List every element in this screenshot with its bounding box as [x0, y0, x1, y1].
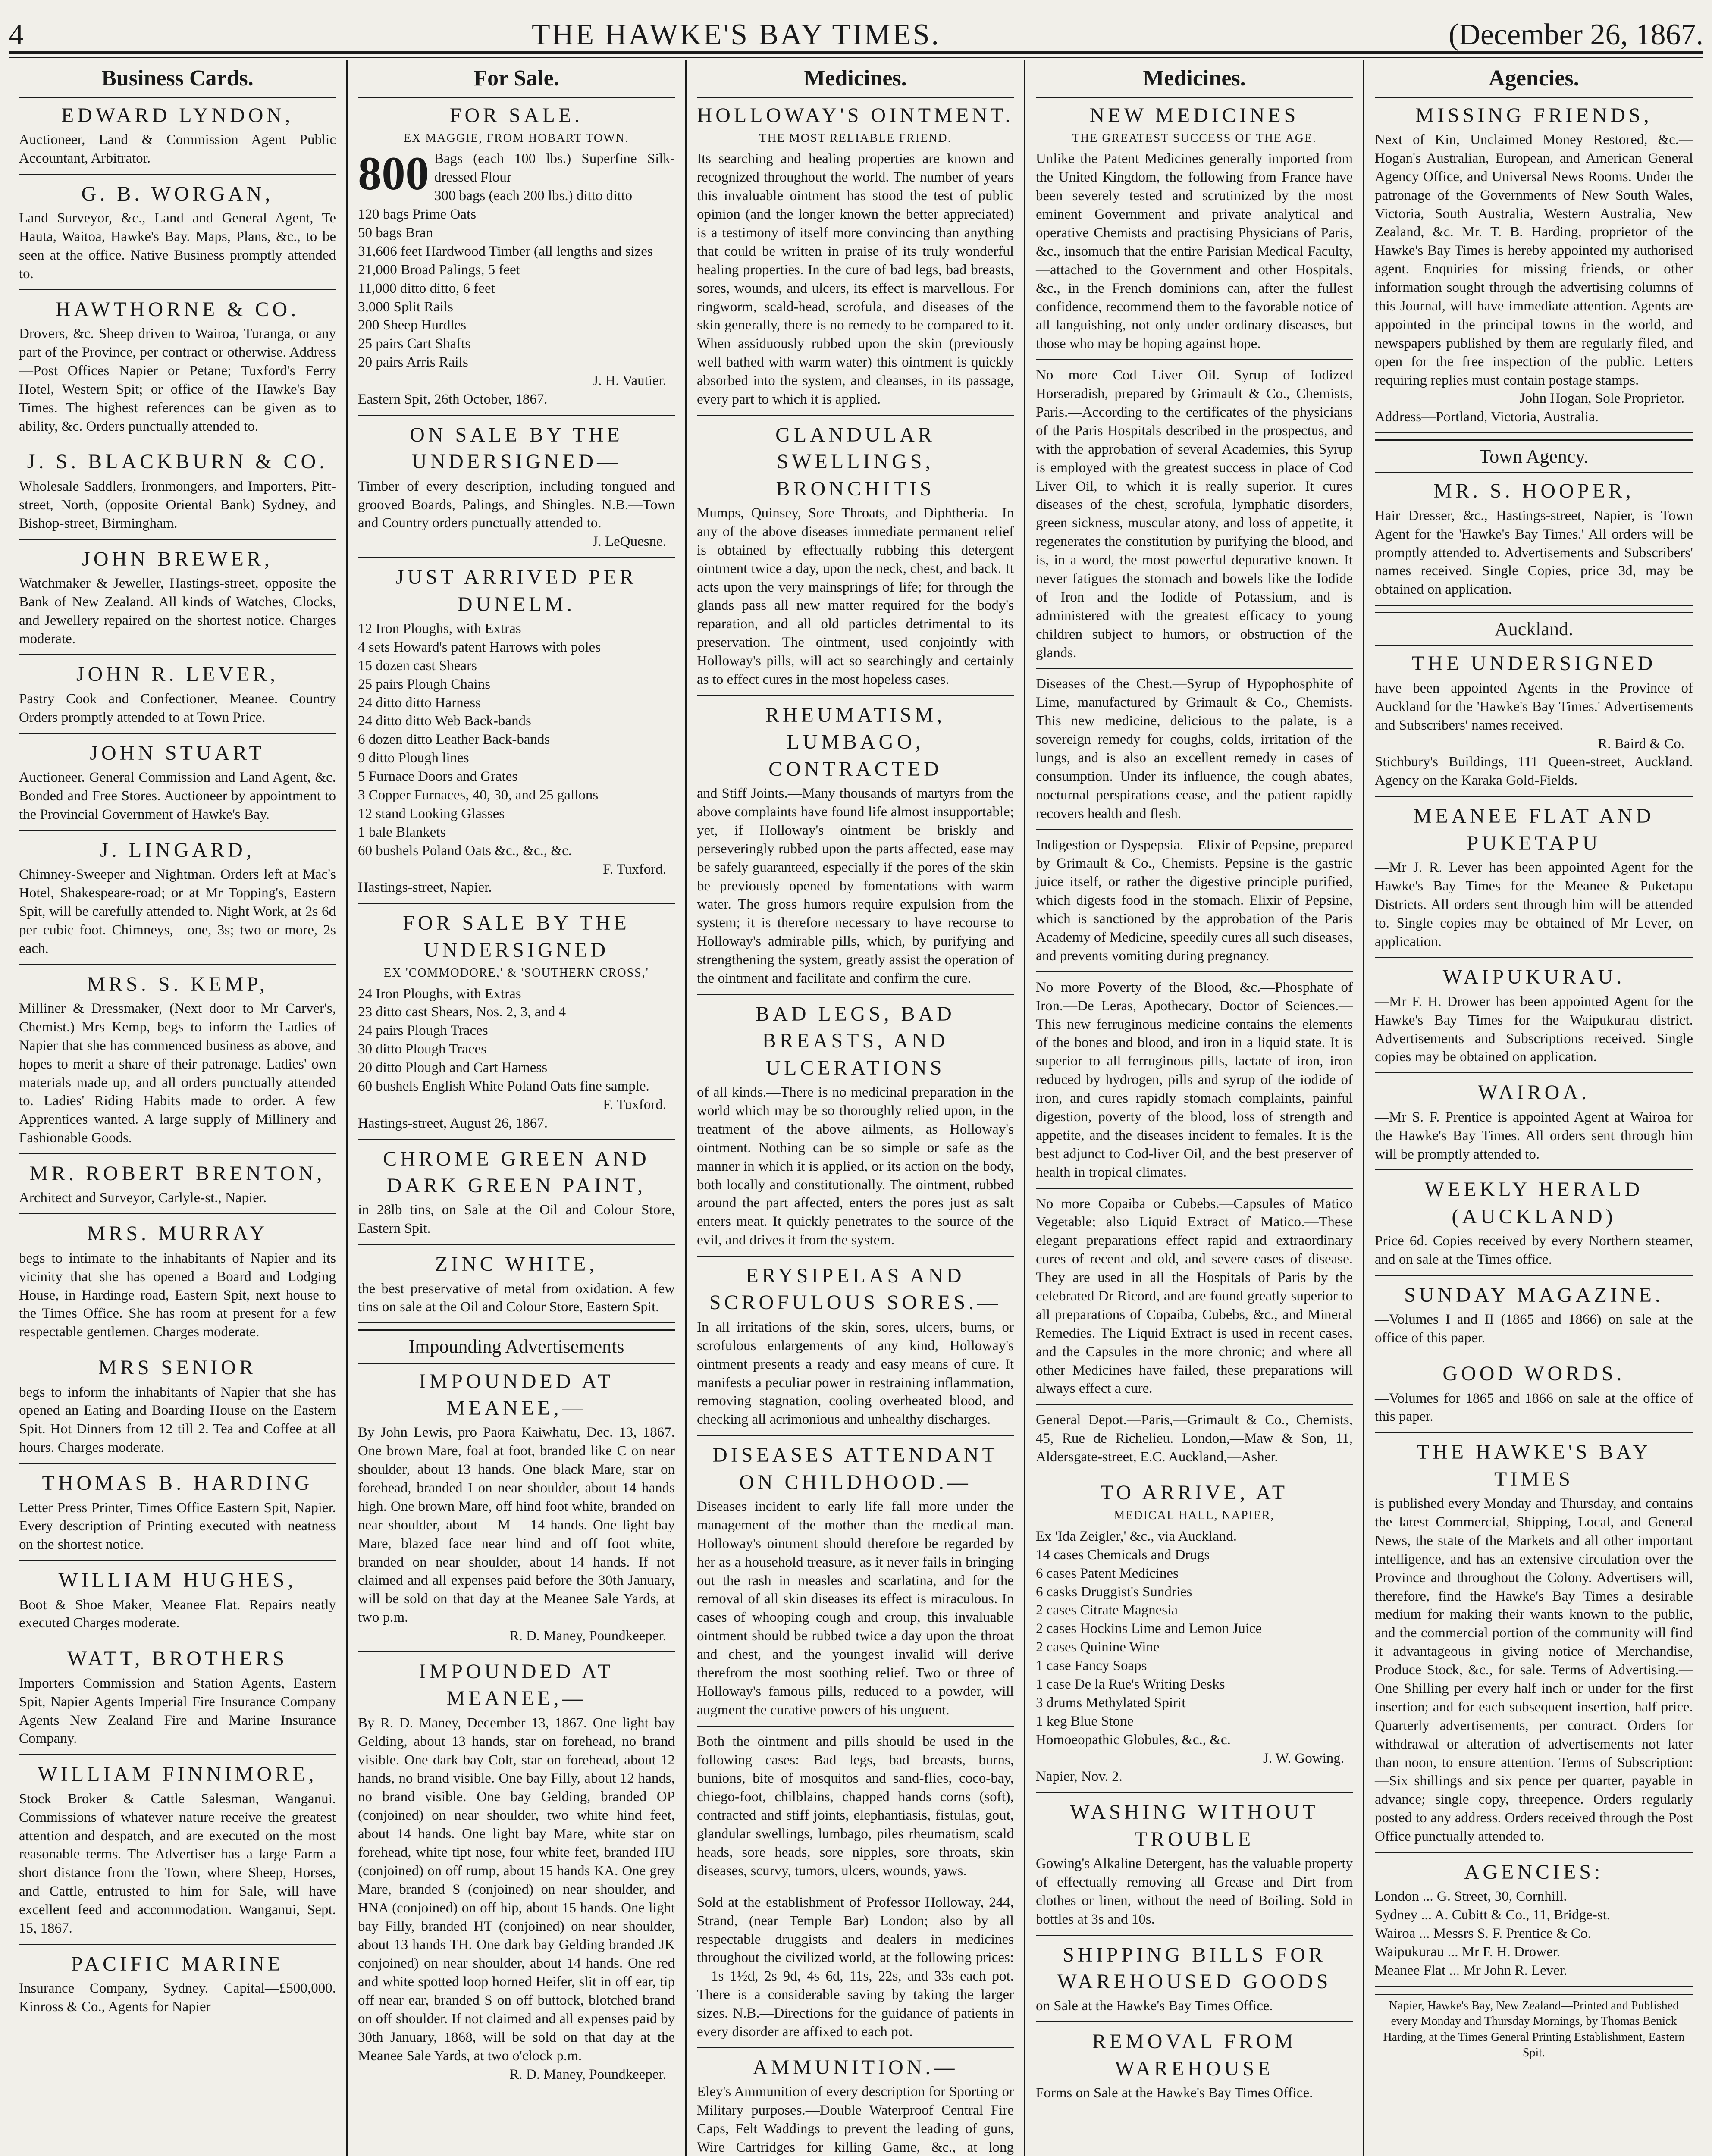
ad-body: No more Copaiba or Cubebs.—Capsules of Matico Vegetable; also Liquid Extract of Matico.—These elegant preparations effect rapid and extraordinary cures of recent and old, and severe cases of disease. They are used in all the Hospitals of Paris by the celebrated Dr Ricord, and are found greatly superior to all preparations of Copaiba, Cubebs, &c., and Mineral Remedies. The Liquid Extract is used in recent cases, and the Capsules in the more chronic; and where all other Medicines have failed, these preparations will always effect a cure. — [1036, 1196, 1353, 1397]
advertisement — [19, 740, 336, 831]
ad-list-item: 2 cases Citrate Magnesia — [1036, 1602, 1178, 1618]
masthead-rule-thin — [9, 57, 1703, 58]
ad-heading: JOHN BREWER, — [82, 547, 273, 570]
ad-list-item: 3 drums Methylated Spirit — [1036, 1695, 1186, 1711]
advertisement — [358, 1368, 675, 1652]
ad-heading: NEW MEDICINES — [1089, 103, 1299, 127]
ad-heading: SUNDAY MAGAZINE. — [1404, 1284, 1664, 1307]
advertisement — [697, 1263, 1014, 1436]
ad-list-item: 15 dozen cast Shears — [358, 658, 477, 674]
ad-heading: DISEASES ATTENDANT ON CHILDHOOD.— — [712, 1444, 998, 1494]
column-medicines-1 — [687, 60, 1025, 2156]
ad-list-item: 1 keg Blue Stone — [1036, 1713, 1134, 1729]
ad-heading: AGENCIES: — [1464, 1861, 1604, 1884]
advertisement — [1036, 1942, 1353, 2023]
advertisement — [358, 910, 675, 1139]
ad-body: Sold at the establishment of Professor Holloway, 244, Strand, (near Temple Bar) London; also by all respectable druggists and dealers in medicines throughout the civilized world, at the following prices:—1s 1½d, 2s 9d, 4s 6d, 11s, 22s, and 33s each pot. There is a considerable saving by taking the larger sizes. N.B.—Directions for the guidance of patients in every disorder are affixed to each pot. — [697, 1894, 1014, 2040]
advertisement — [1375, 1439, 1693, 1853]
ad-heading: JOHN STUART — [90, 741, 265, 765]
ad-large-number: 800 — [358, 147, 429, 200]
ad-list-item: 3,000 Split Rails — [358, 299, 453, 315]
ad-body: Auctioneer, Land & Commission Agent Public Accountant, Arbitrator. — [19, 132, 336, 166]
ad-signature: F. Tuxford. — [603, 1097, 666, 1112]
masthead-rule — [9, 51, 1703, 54]
ad-body: Mumps, Quinsey, Sore Throats, and Diphtheria.—In any of the above diseases immediate permanent relief is obtained by effectually rubbing this detergent ointment twice a day, upon the neck, chest, and back. It acts upon the very mainsprings of life; for through the glands pass all new matter required for the body's reparation, and all old particles detrimental to its preservation. The ointment, used conjointly with Holloway's pills, will act so searchingly and certainly as to effect cures in the most hopeless cases. — [697, 505, 1014, 688]
advertisement — [697, 1442, 1014, 1726]
ad-heading: FOR SALE. — [449, 103, 583, 127]
ad-list-item: 24 pairs Plough Traces — [358, 1023, 488, 1039]
ad-list-item: Homoeopathic Globules, &c., &c. — [1036, 1732, 1231, 1748]
ad-list-item: 120 bags Prime Oats — [358, 207, 477, 222]
masthead — [9, 3, 1703, 50]
ad-body: Ex 'Ida Zeigler,' &c., via Auckland. — [1036, 1528, 1237, 1544]
ad-body: —Mr F. H. Drower has been appointed Agent for the Hawke's Bay Times for the Waipukurau district. Advertisements and Subscriptions received. Single copies may be obtained on application. — [1375, 993, 1693, 1065]
column-header: Medicines. — [697, 64, 1014, 98]
ad-list-item: 30 ditto Plough Traces — [358, 1041, 486, 1057]
advertisement — [358, 102, 675, 416]
ad-body: Drovers, &c. Sheep driven to Wairoa, Turanga, or any part of the Province, per contract or otherwise. Address—Post Offices Napier or Petane; Tuxford's Ferry Hotel, Western Spit; or office of the Hawke's Bay Times. The highest references can be given as to ability, &c. Orders punctually attended to. — [19, 326, 336, 434]
advertisement — [1375, 803, 1693, 958]
ad-heading: ON SALE BY THE UNDERSIGNED— — [410, 423, 623, 473]
advertisement — [697, 1733, 1014, 1887]
ad-list-item: London ... G. Street, 30, Cornhill. — [1375, 1889, 1567, 1905]
advertisement — [1036, 978, 1353, 1189]
advertisement — [19, 448, 336, 539]
ad-body: Timber of every description, including tongued and grooved Boards, Palings, and Shingles. N.B.—Town and Country orders punctually attended to. — [358, 478, 675, 531]
ad-heading: BAD LEGS, BAD BREASTS, AND ULCERATIONS — [756, 1002, 955, 1079]
section-heading: Auckland. — [1375, 612, 1693, 646]
ad-signature: J. W. Gowing. — [1263, 1750, 1344, 1766]
ad-body: No more Cod Liver Oil.—Syrup of Iodized Horseradish, prepared by Grimault & Co., Chemists, Paris.—According to the certificates of the physicians of the Paris Hospitals described in the prospectus, and with the approbation of several Academies, this Syrup is employed with the greatest success in place of Cod Liver Oil, to which it is really superior. It cures diseases of the chest, scrofula, lymphatic disorders, green sickness, muscular atony, and loss of appetite, it regenerates the constitution by purifying the blood, and is, in a word, the most powerful depurative known. It never fatigues the stomach and bowels like the Iodide of Iron and the Iodide of Potassium, and is administered with the greatest efficacy to young children subject to humors, or obstruction of the glands. — [1036, 367, 1353, 661]
ad-heading: MISSING FRIENDS, — [1415, 103, 1652, 127]
section-heading: Town Agency. — [1375, 439, 1693, 473]
advertisement — [19, 546, 336, 655]
ad-list-item: 5 Furnace Doors and Grates — [358, 769, 518, 785]
advertisement — [1375, 1176, 1693, 1276]
ad-body: Forms on Sale at the Hawke's Bay Times Office. — [1036, 2085, 1313, 2101]
ad-heading: MRS. S. KEMP, — [87, 972, 268, 996]
ad-list-item: 1 case De la Rue's Writing Desks — [1036, 1676, 1225, 1692]
ad-body: Chimney-Sweeper and Nightman. Orders left at Mac's Hotel, Shakespeare-road; or at Mr Topping's, Eastern Spit, will be carefully attended to. Night Work, at 2s 6d per cubic foot. Chimneys,—one, 3s; two or more, 2s each. — [19, 867, 336, 956]
section-heading: Impounding Advertisements — [358, 1329, 675, 1363]
ad-list-item: Meanee Flat ... Mr John R. Lever. — [1375, 1963, 1568, 1978]
ad-list-item: 20 ditto Plough and Cart Harness — [358, 1060, 548, 1076]
ad-body: No more Poverty of the Blood, &c.—Phosphate of Iron.—De Leras, Apothecary, Doctor of Sciences.—This new ferruginous medicine contains the elements of the bones and blood, and iron in a liquid state. It is superior to all ferruginous pills, lactate of iron, iron reduced by hydrogen, pills and syrup of the iodide of iron, and cures rapidly stomach complaints, painful digestion, poverty of the blood, loss of strength and appetite, and the diseases incident to females. It is the best adjunct to Cod-liver Oil, and the best preserver of health in tropical climates. — [1036, 979, 1353, 1180]
ad-heading: TO ARRIVE, AT — [1100, 1481, 1289, 1504]
ad-heading: J. LINGARD, — [100, 838, 255, 862]
ad-body: Eley's Ammunition of every description for Sporting or Military purposes.—Double Waterproof Central Fire Caps, Felt Waddings to prevent the leading of guns, Wire Cartridges for killing Game, &c., at long — [697, 2084, 1014, 2155]
ad-subheading: THE GREATEST SUCCESS OF THE AGE. — [1072, 131, 1317, 145]
ad-list-item: 200 Sheep Hurdles — [358, 317, 467, 333]
ad-subheading: THE MOST RELIABLE FRIEND. — [759, 131, 952, 145]
page-number: 4 — [9, 18, 24, 51]
column-medicines-2 — [1025, 60, 1364, 2156]
ad-body: —Volumes for 1865 and 1866 on sale at the office of this paper. — [1375, 1390, 1693, 1425]
ad-list-item: 24 ditto ditto Web Back-bands — [358, 713, 531, 729]
ad-body: In all irritations of the skin, sores, ulcers, burns, or scrofulous enlargements of any kind, Holloway's ointment presents a ready and easy means of cure. It manifests a peculiar power in restraining inflammation, removing stagnation, cooling overheated blood, and checking all acrimonious and unhealthy discharges. — [697, 1319, 1014, 1428]
ad-body: Watchmaker & Jeweller, Hastings-street, opposite the Bank of New Zealand. All kinds of Watches, Clocks, and Jewellery repaired on the shortest notice. Charges moderate. — [19, 575, 336, 647]
advertisement — [1375, 1360, 1693, 1433]
ad-list-item: 11,000 ditto ditto, 6 feet — [358, 280, 495, 296]
ad-body: Importers Commission and Station Agents, Eastern Spit, Napier Agents Imperial Fire Insurance Company Agents New Zealand Fire and Marine Insurance Company. — [19, 1675, 336, 1747]
ad-place-date: Hastings-street, Napier. — [358, 880, 492, 896]
ad-place-date: Address—Portland, Victoria, Australia. — [1375, 409, 1599, 425]
column-header: Medicines. — [1036, 64, 1353, 98]
ad-list-item: 1 bale Blankets — [358, 824, 446, 840]
ad-list-item: 60 bushels English White Poland Oats fine sample. — [358, 1078, 649, 1094]
ad-body: —Mr J. R. Lever has been appointed Agent for the Hawke's Bay Times for the Meanee & Puketapu Districts. All orders sent through him will be attended to. Single copies may be obtained of Mr Lever, on application. — [1375, 859, 1693, 950]
advertisement — [1375, 1079, 1693, 1170]
ad-heading: WAIROA. — [1478, 1081, 1590, 1104]
ad-heading: THE HAWKE'S BAY TIMES — [1416, 1441, 1652, 1491]
ad-body: in 28lb tins, on Sale at the Oil and Colour Store, Eastern Spit. — [358, 1202, 675, 1237]
ad-body: Both the ointment and pills should be used in the following cases:—Bad legs, bad breasts, burns, bunions, bite of mosquitos and sand-flies, coco-bay, chiego-foot, chilblains, chapped hands corns (soft), contracted and stiff joints, elephantiasis, fistulas, gout, glandular swellings, lumbago, piles rheumatism, scald heads, sore heads, sore nipples, sore throats, skin diseases, scurvy, tumors, ulcers, wounds, yaws. — [697, 1733, 1014, 1879]
advertisement — [19, 1567, 336, 1639]
column-header: Business Cards. — [19, 64, 336, 98]
advertisement — [697, 1001, 1014, 1257]
ad-heading: JOHN R. LEVER, — [76, 663, 279, 686]
ad-list-item: 12 Iron Ploughs, with Extras — [358, 620, 521, 636]
ad-list-item: 1 case Fancy Soaps — [1036, 1658, 1147, 1674]
advertisement — [19, 181, 336, 290]
advertisement — [358, 564, 675, 904]
ad-body: General Depot.—Paris,—Grimault & Co., Chemists, 45, Rue de Richelieu. London,—Maw & Son, 11, Aldersgate-street, E.C. Auckland,—Asher. — [1036, 1412, 1353, 1465]
ad-body: on Sale at the Hawke's Bay Times Office. — [1036, 1998, 1273, 2014]
ad-heading: MRS SENIOR — [98, 1356, 257, 1379]
ad-list-item: 6 dozen ditto Leather Back-bands — [358, 732, 550, 748]
ad-body: Its searching and healing properties are known and recognized throughout the world. The number of years this invaluable ointment has stood the test of public opinion (and the longer known the better appreciated) is a testimony of itself more convincing than anything that could be written in praise of its truly wonderful healing properties. In the cure of bad legs, bad breasts, sores, wounds, and ulcers, its effect is marvellous. For ringworm, scald-head, scrofula, and diseases of the skin generally, there is no remedy to be compared to it. When assiduously rubbed upon the skin (previously well bathed with warm water) this ointment is quickly absorbed into the system, and cleanses, in its passage, every part to which it is applied. — [697, 151, 1014, 407]
columns — [9, 60, 1703, 2156]
ad-list-item: 14 cases Chemicals and Drugs — [1036, 1547, 1210, 1563]
ad-list-item: 12 stand Looking Glasses — [358, 805, 505, 821]
ad-body: of all kinds.—There is no medicinal preparation in the world which may be so thoroughly relied upon, in the treatment of the above ailments, as Holloway's ointment. Nothing can be so simple or safe as the manner in which it is applied, or its action on the body, both locally and constitutionally. The ointment, rubbed around the part affected, enters the pores just as salt enters meat. It quickly penetrates to the source of the evil, and drives it from the system. — [697, 1084, 1014, 1248]
ad-heading: MEANEE FLAT AND PUKETAPU — [1413, 805, 1655, 855]
ad-body: the best preservative of metal from oxidation. A few tins on sale at the Oil and Colour Store, Eastern Spit. — [358, 1281, 675, 1315]
ad-heading: MR. S. HOOPER, — [1433, 479, 1634, 503]
advertisement — [19, 1645, 336, 1755]
ad-heading: MRS. MURRAY — [87, 1222, 268, 1245]
advertisement — [1036, 1799, 1353, 1935]
advertisement — [697, 702, 1014, 995]
advertisement — [19, 837, 336, 965]
ad-heading: IMPOUNDED AT MEANEE,— — [419, 1369, 614, 1420]
ad-body: begs to inform the inhabitants of Napier that she has opened an Eating and Boarding House on the Eastern Spit. Hot Dinners from 12 till 2. Tea and Coffee at all hours. Charges moderate. — [19, 1384, 336, 1456]
ad-signature: J. LeQuesne. — [592, 534, 666, 550]
advertisement — [697, 102, 1014, 416]
ad-list-item: 4 sets Howard's patent Harrows with poles — [358, 639, 601, 655]
advertisement — [1375, 478, 1693, 606]
ad-heading: WASHING WITHOUT TROUBLE — [1070, 1801, 1319, 1851]
ad-heading: IMPOUNDED AT MEANEE,— — [419, 1660, 614, 1710]
ad-body: —Mr S. F. Prentice is appointed Agent at Wairoa for the Hawke's Bay Times. All orders sent through him will be promptly attended to. — [1375, 1109, 1693, 1162]
column-agencies — [1364, 60, 1703, 2156]
ad-heading: THOMAS B. HARDING — [42, 1472, 313, 1495]
ad-signature: R. D. Maney, Poundkeeper. — [509, 2066, 666, 2082]
advertisement — [19, 1951, 336, 2022]
ad-list-item: 9 ditto Plough lines — [358, 750, 469, 766]
ad-body: Land Surveyor, &c., Land and General Agent, Te Hauta, Waitoa, Hawke's Bay. Maps, Plans, &c., to be seen at the office. Native Business promptly attended to. — [19, 210, 336, 282]
ad-heading: WILLIAM HUGHES, — [58, 1569, 297, 1592]
advertisement — [697, 2054, 1014, 2156]
advertisement — [19, 102, 336, 175]
advertisement — [1036, 366, 1353, 669]
ad-heading: CHROME GREEN AND DARK GREEN PAINT, — [383, 1147, 650, 1197]
advertisement — [1375, 964, 1693, 1073]
advertisement — [19, 1470, 336, 1561]
ad-heading: REMOVAL FROM WAREHOUSE — [1092, 2030, 1297, 2080]
ad-heading: MR. ROBERT BRENTON, — [29, 1162, 326, 1185]
ad-heading: WATT, BROTHERS — [67, 1647, 288, 1670]
ad-body: Insurance Company, Sydney. Capital—£500,000. Kinross & Co., Agents for Napier — [19, 1981, 336, 2015]
ad-body: Unlike the Patent Medicines generally imported from the United Kingdom, the following from France have been severely tested and scrutinized by the most eminent Government and private analytical and operative Chemists and practising Physicians of Paris, &c., insomuch that the entire Parisian Medical Faculty,—attached to the Government and other Hospitals, &c., in the French dominions can, after the fullest confidence, recommend them to the favorable notice of all languishing, not only under ordinary diseases, but those who may be hoping against hope. — [1036, 151, 1353, 352]
ad-heading: FOR SALE BY THE UNDERSIGNED — [403, 912, 630, 962]
ad-list-item: 3 Copper Furnaces, 40, 30, and 25 gallons — [358, 787, 599, 803]
ad-place-date: Stichbury's Buildings, 111 Queen-street, Auckland. Agency on the Karaka Gold-Fields. — [1375, 754, 1693, 789]
ad-heading: AMMUNITION.— — [753, 2056, 958, 2079]
ad-list-item: 300 bags (each 200 lbs.) ditto ditto — [434, 188, 633, 204]
advertisement — [1036, 675, 1353, 830]
ad-body: Auctioneer. General Commission and Land Agent, &c. Bonded and Free Stores. Auctioneer by appointment to the Provincial Government of Hawke's Bay. — [19, 770, 336, 822]
ad-body: —Volumes I and II (1865 and 1866) on sale at the office of this paper. — [1375, 1312, 1693, 1346]
ad-heading: GLANDULAR SWELLINGS, BRONCHITIS — [775, 423, 935, 500]
ad-heading: WEEKLY HERALD (AUCKLAND) — [1424, 1178, 1643, 1228]
ad-body: have been appointed Agents in the Province of Auckland for the 'Hawke's Bay Times.' Advertisements and Subscribers' names received. — [1375, 680, 1693, 733]
ad-body: Next of Kin, Unclaimed Money Restored, &c.—Hogan's Australian, European, and American General Agency Office, and Universal News Rooms. Under the patronage of the Governments of New South Wales, Victoria, South Australia, Western Australia, New Zealand, &c. Mr. T. B. Harding, proprietor of the Hawke's Bay Times is hereby appointed my authorised agent. Enquiries for missing friends, or other information sought through the advertising columns of this Journal, will have immediate attention. Agents are appointed in the principal towns in the world, and newspapers published by them are regularly filed, and open for the free inspection of the public. Letters requiring replies must contain postage stamps. — [1375, 132, 1693, 388]
advertisement — [19, 296, 336, 443]
ad-heading: G. B. WORGAN, — [81, 182, 274, 205]
ad-body: Hair Dresser, &c., Hastings-street, Napier, is Town Agent for the 'Hawke's Bay Times.' All orders will be promptly attended to. Advertisements and Subscribers' names received. Single Copies, price 3d, may be obtained on application. — [1375, 508, 1693, 598]
ad-heading: THE UNDERSIGNED — [1411, 652, 1656, 675]
advertisement — [358, 422, 675, 558]
advertisement — [1036, 1479, 1353, 1793]
ad-body: Pastry Cook and Confectioner, Meanee. Country Orders promptly attended to at Town Price. — [19, 691, 336, 725]
ad-signature: R. D. Maney, Poundkeeper. — [509, 1628, 666, 1644]
ad-heading: EDWARD LYNDON, — [61, 103, 294, 127]
ad-body: Diseases of the Chest.—Syrup of Hypophosphite of Lime, manufactured by Grimault & Co., Chemists. This new medicine, delicious to the palate, is a sovereign remedy for coughs, colds, irritation of the lungs, and is also an excellent remedy in cases of consumption. Under its influence, the cough abates, nocturnal perspirations cease, and the patient rapidly recovers health and flesh. — [1036, 676, 1353, 821]
ad-heading: WAIPUKURAU. — [1442, 965, 1625, 989]
ad-body: Letter Press Printer, Times Office Eastern Spit, Napier. Every description of Printing executed with neatness on the shortest notice. — [19, 1500, 336, 1553]
ad-signature: F. Tuxford. — [603, 861, 666, 877]
advertisement — [1375, 1282, 1693, 1354]
ad-list-item: 23 ditto cast Shears, Nos. 2, 3, and 4 — [358, 1004, 566, 1020]
advertisement — [19, 1761, 336, 1945]
ad-body: Stock Broker & Cattle Salesman, Wanganui. Commissions of whatever nature receive the greatest attention and despatch, and are executed on the most reasonable terms. The Advertiser has a large Farm a short distance from the Town, where Sheep, Horses, and Cattle, entrusted to him for Sale, will have excellent feed and accommodation. Wanganui, Sept. 15, 1867. — [19, 1791, 336, 1936]
ad-signature: J. H. Vautier. — [593, 373, 666, 389]
ad-signature: John Hogan, Sole Proprietor. — [1519, 391, 1684, 407]
ad-heading: JUST ARRIVED PER DUNELM. — [395, 566, 637, 616]
ad-body: Milliner & Dressmaker, (Next door to Mr Carver's, Chemist.) Mrs Kemp, begs to inform the Ladies of Napier that she has commenced business as above, and hopes to merit a share of their patronage. Ladies' own materials made up, and all orders punctually attended to. Ladies' Riding Habits made to order. A few Apprentices wanted. A large supply of Millinery and Fashionable Goods. — [19, 1000, 336, 1146]
ad-heading: HOLLOWAY'S OINTMENT. — [697, 103, 1014, 127]
ad-heading: ZINC WHITE, — [435, 1253, 598, 1276]
ad-list-item: 31,606 feet Hardwood Timber (all lengths and sizes — [358, 243, 653, 259]
ad-body: By R. D. Maney, December 13, 1867. One light bay Gelding, about 13 hands, star on forehead, no brand visible. One dark bay Colt, star on forehead, about 12 hands, no brand visible. One bay Filly, about 12 hands, no brand visible. One bay Gelding, branded OP (conjoined) on near shoulder, two white hind feet, about 14 hands. One light bay Mare, white star on forehead, white tipt nose, four white feet, branded HU (conjoined) on off rump, about 15 hands KA. One grey Mare, branded S (conjoined) on near shoulder, and HNA (conjoined) on off hip, about 15 hands. One light bay Filly, branded HT (conjoined) on near shoulder, about 13 hands TH. One dark bay Gelding branded JK conjoined) on near shoulder, about 14 hands. One red and white spotted loop horned Heifer, slit in off ear, tip off near ear, branded S on off buttock, blotched brand on off shoulder. If not claimed and all expenses paid by 30th January, 1868, will be sold on that day at the Meanee Sale Yards, at two o'clock p.m. — [358, 1715, 675, 2064]
ad-list-item: Waipukurau ... Mr F. H. Drower. — [1375, 1944, 1561, 1960]
ad-list-item: 24 ditto ditto Harness — [358, 695, 481, 711]
ad-subheading: EX 'COMMODORE,' & 'SOUTHERN CROSS,' — [384, 966, 649, 980]
column-header: Agencies. — [1375, 64, 1693, 98]
advertisement — [1375, 102, 1693, 434]
ad-body: Gowing's Alkaline Detergent, has the valuable property of effectually removing all Grease and Dirt from clothes or linen, without the need of Boiling. Sold in bottles at 3s and 10s. — [1036, 1856, 1353, 1927]
ad-body: Indigestion or Dyspepsia.—Elixir of Pepsine, prepared by Grimault & Co., Chemists. Pepsine is the gastric juice itself, or rather the digestive principle purified, which digests food in the stomach. Elixir of Pepsine, which is sanctioned by the approbation of the Paris Academy of Medicine, speedily cures all such diseases, and prevents vomiting during pregnancy. — [1036, 837, 1353, 964]
advertisement — [358, 1251, 675, 1323]
advertisement — [697, 1893, 1014, 2048]
ad-list-item: Sydney ... A. Cubitt & Co., 11, Bridge-st. — [1375, 1907, 1611, 1923]
ad-body: Diseases incident to early life fall more under the management of the mother than the medical man. Holloway's ointment should therefore be regarded by her as a household treasure, as it never fails in bringing out the rash in measles and scarlatina, and for the removal of all skin diseases its effect is miraculous. In cases of whooping cough and croup, this invaluable ointment should be rubbed twice a day upon the throat and chest, and the youngest invalid will derive therefrom the most soothing relief. Two or three of Holloway's famous pills, reduced to a powder, will augment the curative powers of his unguent. — [697, 1498, 1014, 1718]
ad-heading: WILLIAM FINNIMORE, — [38, 1763, 317, 1786]
ad-heading: HAWTHORNE & CO. — [55, 298, 300, 321]
advertisement — [1036, 102, 1353, 360]
advertisement — [1036, 1195, 1353, 1405]
ad-list-item: Wairoa ... Messrs S. F. Prentice & Co. — [1375, 1926, 1591, 1942]
ad-body: Price 6d. Copies received by every Northern steamer, and on sale at the Times office. — [1375, 1233, 1693, 1268]
advertisement — [1036, 836, 1353, 972]
ad-list-item: 25 pairs Cart Shafts — [358, 336, 471, 352]
advertisement — [1375, 650, 1693, 797]
advertisement — [19, 971, 336, 1155]
ad-subheading: MEDICAL HALL, NAPIER, — [1114, 1509, 1275, 1523]
ad-body: Wholesale Saddlers, Ironmongers, and Importers, Pitt-street, North, (opposite Oriental Bank) Sydney, and Bishop-street, Birmingham. — [19, 478, 336, 531]
ad-heading: PACIFIC MARINE — [71, 1952, 284, 1975]
ad-list-item: 20 pairs Arris Rails — [358, 354, 468, 370]
ad-list-item: 2 cases Hockins Lime and Lemon Juice — [1036, 1621, 1262, 1637]
advertisement — [1036, 1411, 1353, 1473]
newspaper-title: THE HAWKE'S BAY TIMES. — [532, 18, 941, 51]
ad-body: is published every Monday and Thursday, and contains the latest Commercial, Shipping, Local, and General News, the state of the Markets and all other important intelligence, and has an extensive circulation over the Province and throughout the Colony. Advertisers will, therefore, find the Hawke's Bay Times a desirable medium for making their wants known to the public, and the commercial portion of the community will find it advantageous in giving notice of Merchandise, Produce Stock, &c., for sale. Terms of Advertising.—One Shilling per every half inch or under for the first insertion; and for each subsequent insertion, half price. Quarterly advertisements, per contract. Orders for withdrawal or alteration of advertisements not later than noon, to ensure attention. Terms of Subscription:—Six shillings and six pence per quarter, payable in advance; single copy, threepence. Orders regularly posted to any address. Orders received through the Post Office punctually attended to. — [1375, 1496, 1693, 1845]
ad-body: begs to intimate to the inhabitants of Napier and its vicinity that she has opened a Board and Lodging House, in Hardinge road, Eastern Spit, next house to the Times Office. She has room at present for a few respectable gentlemen. Charges moderate. — [19, 1250, 336, 1340]
ad-list-item: 21,000 Broad Palings, 5 feet — [358, 262, 520, 278]
advertisement — [358, 1146, 675, 1245]
advertisement — [19, 661, 336, 733]
ad-list-item: 6 casks Druggist's Sundries — [1036, 1584, 1192, 1600]
advertisement — [358, 1658, 675, 2090]
ad-list-item: 24 Iron Ploughs, with Extras — [358, 986, 521, 1002]
ad-place-date: Hastings-street, August 26, 1867. — [358, 1115, 548, 1131]
advertisement — [19, 1354, 336, 1464]
advertisement — [19, 1220, 336, 1348]
ad-heading: RHEUMATISM, LUMBAGO, CONTRACTED — [765, 703, 946, 780]
ad-list-item: 6 cases Patent Medicines — [1036, 1565, 1179, 1581]
ad-list-item: 60 bushels Poland Oats &c., &c., &c. — [358, 843, 572, 859]
advertisement — [19, 1160, 336, 1214]
ad-place-date: Napier, Nov. 2. — [1036, 1769, 1123, 1785]
ad-heading: ERYSIPELAS AND SCROFULOUS SORES.— — [709, 1264, 1002, 1314]
ad-body: Architect and Surveyor, Carlyle-st., Napier. — [19, 1190, 267, 1206]
ad-heading: J. S. BLACKBURN & CO. — [27, 450, 328, 473]
column-business-cards — [9, 60, 348, 2156]
ad-subheading: EX MAGGIE, FROM HOBART TOWN. — [404, 131, 629, 145]
ad-heading: GOOD WORDS. — [1442, 1362, 1625, 1385]
ad-list-item: 2 cases Quinine Wine — [1036, 1639, 1160, 1655]
ad-place-date: Eastern Spit, 26th October, 1867. — [358, 391, 548, 407]
ad-list-item: 50 bags Bran — [358, 225, 433, 241]
ad-list-item: 25 pairs Plough Chains — [358, 676, 491, 692]
ad-body: and Stiff Joints.—Many thousands of martyrs from the above complaints have found life almost insupportable; yet, if Holloway's ointment be briskly and perseveringly rubbed upon the parts affected, ease may be safely guaranteed, especially if the pores of the skin be previously opened by fomentations with warm water. The gross humors require expulsion from the system; it is therefore necessary to have recourse to Holloway's admirable pills, which, by purifying and strengthening the system, greatly assist the operation of the ointment and facilitate and confirm the cure. — [697, 786, 1014, 986]
ad-body: By John Lewis, pro Paora Kaiwhatu, Dec. 13, 1867. One brown Mare, foal at foot, branded like C on near shoulder, about 13 hands. One black Mare, star on forehead, branded I on near shoulder, about 14 hands high. One brown Mare, off hind foot white, branded on near shoulder, about —M— 14 hands. One light bay Mare, blazed face near hind and off foot white, branded on near shoulder, about 14 hands. If not claimed and all expenses paid before the 30th January, will be sold on that day at the Meanee Sale Yards, at two p.m. — [358, 1425, 675, 1626]
column-header: For Sale. — [358, 64, 675, 98]
column-for-sale — [348, 60, 687, 2156]
advertisement — [1036, 2028, 1353, 2109]
advertisement — [1375, 1859, 1693, 1987]
ad-body: Boot & Shoe Maker, Meanee Flat. Repairs neatly executed Charges moderate. — [19, 1597, 336, 1631]
issue-date: (December 26, 1867. — [1449, 18, 1703, 51]
advertisement — [697, 422, 1014, 696]
ad-heading: SHIPPING BILLS FOR WAREHOUSED GOODS — [1057, 1943, 1332, 1993]
printer-imprint: Napier, Hawke's Bay, New Zealand—Printed and Published every Monday and Thursday Mornings, by Thomas Benick Harding, at the Times General Printing Establishment, Eastern Spit. — [1375, 1993, 1693, 2061]
ad-signature: R. Baird & Co. — [1598, 736, 1684, 752]
ad-list-item: Bags (each 100 lbs.) Superfine Silk-dressed Flour — [434, 151, 675, 185]
